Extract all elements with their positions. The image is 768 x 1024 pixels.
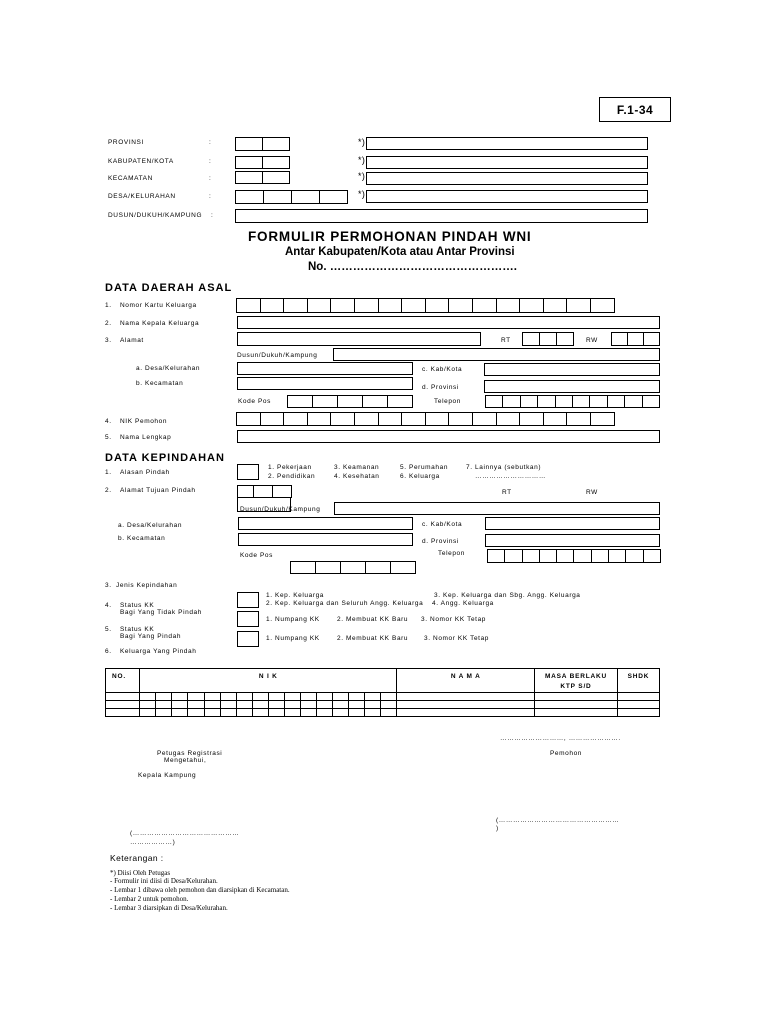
digit-cell[interactable] [237,413,261,425]
table-cell[interactable] [333,701,349,709]
table-cell[interactable] [156,693,172,701]
jenis-option-2: 2. Kep. Keluarga dan Seluruh Angg. Keluarga [266,600,424,607]
signature-kepala-close: ………………) [130,839,176,846]
item-number: 5. [105,434,112,441]
digit-cell[interactable] [473,299,497,312]
table-cell[interactable] [172,709,188,717]
label-rw: RW [586,337,598,344]
col-header-shdk: SHDK [617,669,659,693]
label-desa: a. Desa/Kelurahan [118,522,183,529]
telepon-asal-cells[interactable] [485,395,660,408]
header-label-provinsi: PROVINSI [108,139,144,146]
dusun-asal-field[interactable] [333,348,660,361]
label-yang-pindah: Bagi Yang Pindah [120,633,182,640]
jenis-option-4: 4. Angg. Keluarga [432,600,494,607]
table-cell[interactable] [397,709,535,717]
label-pemohon: Pemohon [550,750,583,757]
jenis-option-3: 3. Kep. Keluarga dan Sbg. Angg. Keluarga [434,592,581,599]
digit-cell[interactable] [308,413,332,425]
digit-cell[interactable] [573,396,590,407]
digit-cell[interactable] [284,299,308,312]
label-kec: b. Kecamatan [118,535,166,542]
telepon-tujuan-cells[interactable] [487,549,661,563]
item-number: 2. [105,487,112,494]
table-cell[interactable] [236,693,252,701]
digit-cell[interactable] [644,550,661,562]
digit-cell[interactable] [497,413,521,425]
table-cell[interactable] [106,693,140,701]
table-row [106,701,660,709]
header-star: *) [358,171,366,181]
item-number: 6. [105,648,112,655]
kk-option-1: 1. Numpang KK [266,616,320,623]
table-cell[interactable] [204,709,220,717]
table-cell[interactable] [617,701,659,709]
digit-cell[interactable] [355,413,379,425]
label-prov: d. Provinsi [422,538,459,545]
table-cell[interactable] [617,709,659,717]
form-title: FORMULIR PERMOHONAN PINDAH WNI [248,229,532,244]
table-cell[interactable] [333,709,349,717]
family-table [105,668,660,717]
table-cell[interactable] [204,701,220,709]
kk-option-2: 2. Membuat KK Baru [337,635,409,642]
digit-cell[interactable] [488,550,505,562]
digit-cell[interactable] [544,299,568,312]
label-kab: c. Kab/Kota [422,521,463,528]
table-cell[interactable] [252,709,268,717]
item-number: 1. [105,469,112,476]
col-header-masa-line2: KTP S/D [560,683,592,690]
digit-cell[interactable] [520,413,544,425]
desa-name-field[interactable] [366,190,648,203]
label-mengetahui: Mengetahui, [164,757,207,764]
digit-cell[interactable] [609,550,626,562]
label-alasan-pindah: Alasan Pindah [120,469,170,476]
table-cell[interactable] [188,693,204,701]
header-colon: : [209,175,212,182]
table-cell[interactable] [172,693,188,701]
table-cell[interactable] [535,701,618,709]
digit-cell[interactable] [540,550,557,562]
digit-cell[interactable] [331,413,355,425]
table-cell[interactable] [140,693,156,701]
table-cell[interactable] [220,709,236,717]
table-cell[interactable] [397,701,535,709]
label-desa: a. Desa/Kelurahan [136,365,201,372]
digit-cell[interactable] [538,396,555,407]
kepala-keluarga-field[interactable] [237,316,660,329]
kabupaten-code-cells[interactable] [235,156,290,169]
reason-keamanan: 3. Keamanan [334,464,380,471]
table-cell[interactable] [188,701,204,709]
kk-option-3: 3. Nomor KK Tetap [421,616,486,623]
digit-cell[interactable] [308,299,332,312]
table-row [106,693,660,701]
table-cell[interactable] [349,709,365,717]
label-petugas: Petugas Registrasi [157,750,223,757]
table-cell[interactable] [617,693,659,701]
item-number: 4. [105,418,112,425]
table-cell[interactable] [300,701,316,709]
kk-option-2: 2. Membuat KK Baru [337,616,409,623]
label-telepon: Telepon [438,550,465,557]
table-cell[interactable] [349,693,365,701]
label-rt: RT [502,489,512,496]
table-row [106,709,660,717]
note-item: - Lembar 3 diarsipkan di Desa/Kelurahan. [110,904,228,912]
table-cell[interactable] [284,701,300,709]
jenis-kepindahan-box[interactable] [237,592,259,608]
table-cell[interactable] [381,709,397,717]
table-cell[interactable] [106,709,140,717]
digit-cell[interactable] [402,413,426,425]
reason-perumahan: 5. Perumahan [400,464,449,471]
dusun-name-field[interactable] [235,209,648,223]
date-place-line: ………………………, …………………. [500,735,621,742]
label-dusun: Dusun/Dukuh/Kampung [237,352,318,359]
note-item: - Lembar 1 dibawa oleh pemohon dan diarsipkan di Kecamatan. [110,886,290,894]
table-cell[interactable] [284,709,300,717]
digit-cell[interactable] [520,299,544,312]
header-colon: : [211,212,214,219]
digit-cell[interactable] [497,299,521,312]
digit-cell[interactable] [261,413,285,425]
digit-cell[interactable] [505,550,522,562]
digit-cell[interactable] [284,413,308,425]
kecamatan-name-field[interactable] [366,172,648,185]
table-cell[interactable] [156,709,172,717]
digit-cell[interactable] [473,413,497,425]
reason-lainnya: 7. Lainnya (sebutkan) [466,464,542,471]
table-cell[interactable] [204,693,220,701]
reason-pendidikan: 2. Pendidikan [268,473,316,480]
form-subtitle: Antar Kabupaten/Kota atau Antar Provinsi [285,246,515,258]
reason-pekerjaan: 1. Pekerjaan [268,464,312,471]
section-heading-asal: DATA DAERAH ASAL [105,282,233,294]
kab-asal-field[interactable] [484,363,660,376]
table-cell[interactable] [268,693,284,701]
label-keluarga-pindah: Keluarga Yang Pindah [120,648,197,655]
item-number: 2. [105,320,112,327]
label-jenis-kepindahan: Jenis Kepindahan [116,582,178,589]
digit-cell[interactable] [503,396,520,407]
digit-cell[interactable] [544,413,568,425]
kab-tujuan-field[interactable] [485,517,660,530]
digit-cell[interactable] [402,299,426,312]
table-cell[interactable] [535,693,618,701]
table-cell[interactable] [316,701,332,709]
header-colon: : [209,139,212,146]
table-cell[interactable] [349,701,365,709]
table-cell[interactable] [220,701,236,709]
digit-cell[interactable] [521,396,538,407]
note-item: - Lembar 2 untuk pemohon. [110,895,189,903]
header-star: *) [358,155,366,165]
item-number: 3. [105,582,112,589]
section-heading-kepindahan: DATA KEPINDAHAN [105,452,225,464]
digit-cell[interactable] [567,413,591,425]
digit-cell[interactable] [426,299,450,312]
header-label-desa: DESA/KELURAHAN [108,193,176,200]
digit-cell[interactable] [592,550,609,562]
reason-lainnya-dots: ………………………… [475,473,546,480]
item-number: 1. [105,302,112,309]
desa-tujuan-field[interactable] [238,517,413,530]
label-status-kk: Status KK [120,602,155,609]
digit-cell[interactable] [237,299,261,312]
digit-cell[interactable] [486,396,503,407]
label-rw: RW [586,489,598,496]
kk-option-1: 1. Numpang KK [266,635,320,642]
label-tidak-pindah: Bagi Yang Tidak Pindah [120,609,202,616]
table-cell[interactable] [300,693,316,701]
table-cell[interactable] [365,693,381,701]
table-cell[interactable] [268,701,284,709]
label-kepala-kampung: Kepala Kampung [138,772,197,779]
header-colon: : [209,158,212,165]
kec-tujuan-field[interactable] [238,533,413,546]
label-telepon: Telepon [434,398,461,405]
rt-cells[interactable] [522,332,574,346]
digit-cell[interactable] [556,396,573,407]
form-code: F.1-34 [616,103,654,117]
notes-heading: Keterangan : [110,853,164,863]
header-label-dusun: DUSUN/DUKUH/KAMPUNG [108,212,203,219]
digit-cell[interactable] [574,550,591,562]
kodepos-tujuan-cells[interactable] [290,561,416,574]
digit-cell[interactable] [590,396,607,407]
label-rt: RT [501,337,511,344]
label-kepala-keluarga: Nama Kepala Keluarga [120,320,200,327]
table-cell[interactable] [236,701,252,709]
table-cell[interactable] [268,709,284,717]
header-star: *) [358,137,366,147]
label-kodepos: Kode Pos [240,552,273,559]
prov-tujuan-field[interactable] [485,534,660,547]
form-number: No. …………………………………………. [308,261,517,273]
nomor-kk-cells[interactable] [236,298,615,313]
table-cell[interactable] [252,701,268,709]
table-cell[interactable] [220,693,236,701]
digit-cell[interactable] [426,413,450,425]
item-number: 3. [105,337,112,344]
reason-keluarga: 6. Keluarga [400,473,440,480]
prov-asal-field[interactable] [484,380,660,393]
table-cell[interactable] [188,709,204,717]
desa-code-cells[interactable] [235,190,348,204]
label-alamat: Alamat [120,337,144,344]
label-kab: c. Kab/Kota [422,366,463,373]
digit-cell[interactable] [626,550,643,562]
col-header-no: NO. [106,669,140,693]
digit-cell[interactable] [625,396,642,407]
table-cell[interactable] [381,693,397,701]
label-alamat-tujuan: Alamat Tujuan Pindah [120,487,196,494]
digit-cell[interactable] [331,299,355,312]
rw-cells[interactable] [611,332,660,346]
header-colon: : [209,193,212,200]
digit-cell[interactable] [643,396,660,407]
desa-asal-field[interactable] [237,362,413,375]
table-cell[interactable] [535,709,618,717]
digit-cell[interactable] [557,550,574,562]
digit-cell[interactable] [355,299,379,312]
provinsi-code-cells[interactable] [235,137,290,151]
item-number: 5. [105,626,112,633]
digit-cell[interactable] [379,299,403,312]
alasan-pindah-box[interactable] [237,464,259,480]
col-header-masa [535,669,618,693]
table-cell[interactable] [236,709,252,717]
table-cell[interactable] [252,693,268,701]
note-item: - Formulir ini diisi di Desa/Kelurahan. [110,877,218,885]
digit-cell[interactable] [449,299,473,312]
digit-cell[interactable] [379,413,403,425]
col-header-masa-line1: MASA BERLAKU [544,673,608,680]
signature-pemohon-line[interactable]: (…………………………………………… [496,817,620,824]
kecamatan-code-cells[interactable] [235,171,290,184]
label-prov: d. Provinsi [422,384,459,391]
table-cell[interactable] [365,709,381,717]
header-star: *) [358,189,366,199]
digit-cell[interactable] [567,299,591,312]
col-header-nama: N A M A [397,669,535,693]
label-status-kk: Status KK [120,626,155,633]
digit-cell[interactable] [261,299,285,312]
table-cell[interactable] [140,701,156,709]
table-cell[interactable] [316,709,332,717]
label-kec: b. Kecamatan [136,380,184,387]
dusun-tujuan-field[interactable] [334,502,660,515]
jenis-option-1: 1. Kep. Keluarga [266,592,325,599]
kec-asal-field[interactable] [237,377,413,390]
table-cell[interactable] [156,701,172,709]
alamat-field[interactable] [237,332,481,346]
table-cell[interactable] [381,701,397,709]
digit-cell[interactable] [591,413,615,425]
label-dusun: Dusun/Dukuh/Kampung [240,506,321,513]
note-item: *) Diisi Oleh Petugas [110,869,171,877]
header-label-kabupaten: KABUPATEN/KOTA [108,158,174,165]
kodepos-asal-cells[interactable] [287,395,413,408]
digit-cell[interactable] [523,550,540,562]
table-cell[interactable] [140,709,156,717]
digit-cell[interactable] [449,413,473,425]
table-cell[interactable] [397,693,535,701]
alamat-tujuan-cells[interactable] [237,485,292,498]
header-label-kecamatan: KECAMATAN [108,175,153,182]
label-nomor-kk: Nomor Kartu Keluarga [120,302,197,309]
label-nik-pemohon: NIK Pemohon [120,418,168,425]
signature-kepala-line[interactable]: (……………………………………… [130,830,240,837]
table-cell[interactable] [333,693,349,701]
nik-pemohon-cells[interactable] [236,412,615,426]
nama-lengkap-field[interactable] [237,430,660,443]
digit-cell[interactable] [591,299,615,312]
table-cell[interactable] [172,701,188,709]
kabupaten-name-field[interactable] [366,156,648,169]
table-cell[interactable] [284,693,300,701]
item-number: 4. [105,602,112,609]
digit-cell[interactable] [608,396,625,407]
table-cell[interactable] [316,693,332,701]
signature-pemohon-close: ) [496,825,499,832]
table-cell[interactable] [106,701,140,709]
provinsi-name-field[interactable] [366,137,648,150]
status-kk-tidak-pindah-box[interactable] [237,611,259,627]
reason-kesehatan: 4. Kesehatan [334,473,380,480]
kk-option-3: 3. Nomor KK Tetap [424,635,489,642]
table-cell[interactable] [365,701,381,709]
label-kodepos: Kode Pos [238,398,271,405]
label-nama-lengkap: Nama Lengkap [120,434,172,441]
col-header-nik: N I K [140,669,397,693]
status-kk-pindah-box[interactable] [237,631,259,647]
table-cell[interactable] [300,709,316,717]
